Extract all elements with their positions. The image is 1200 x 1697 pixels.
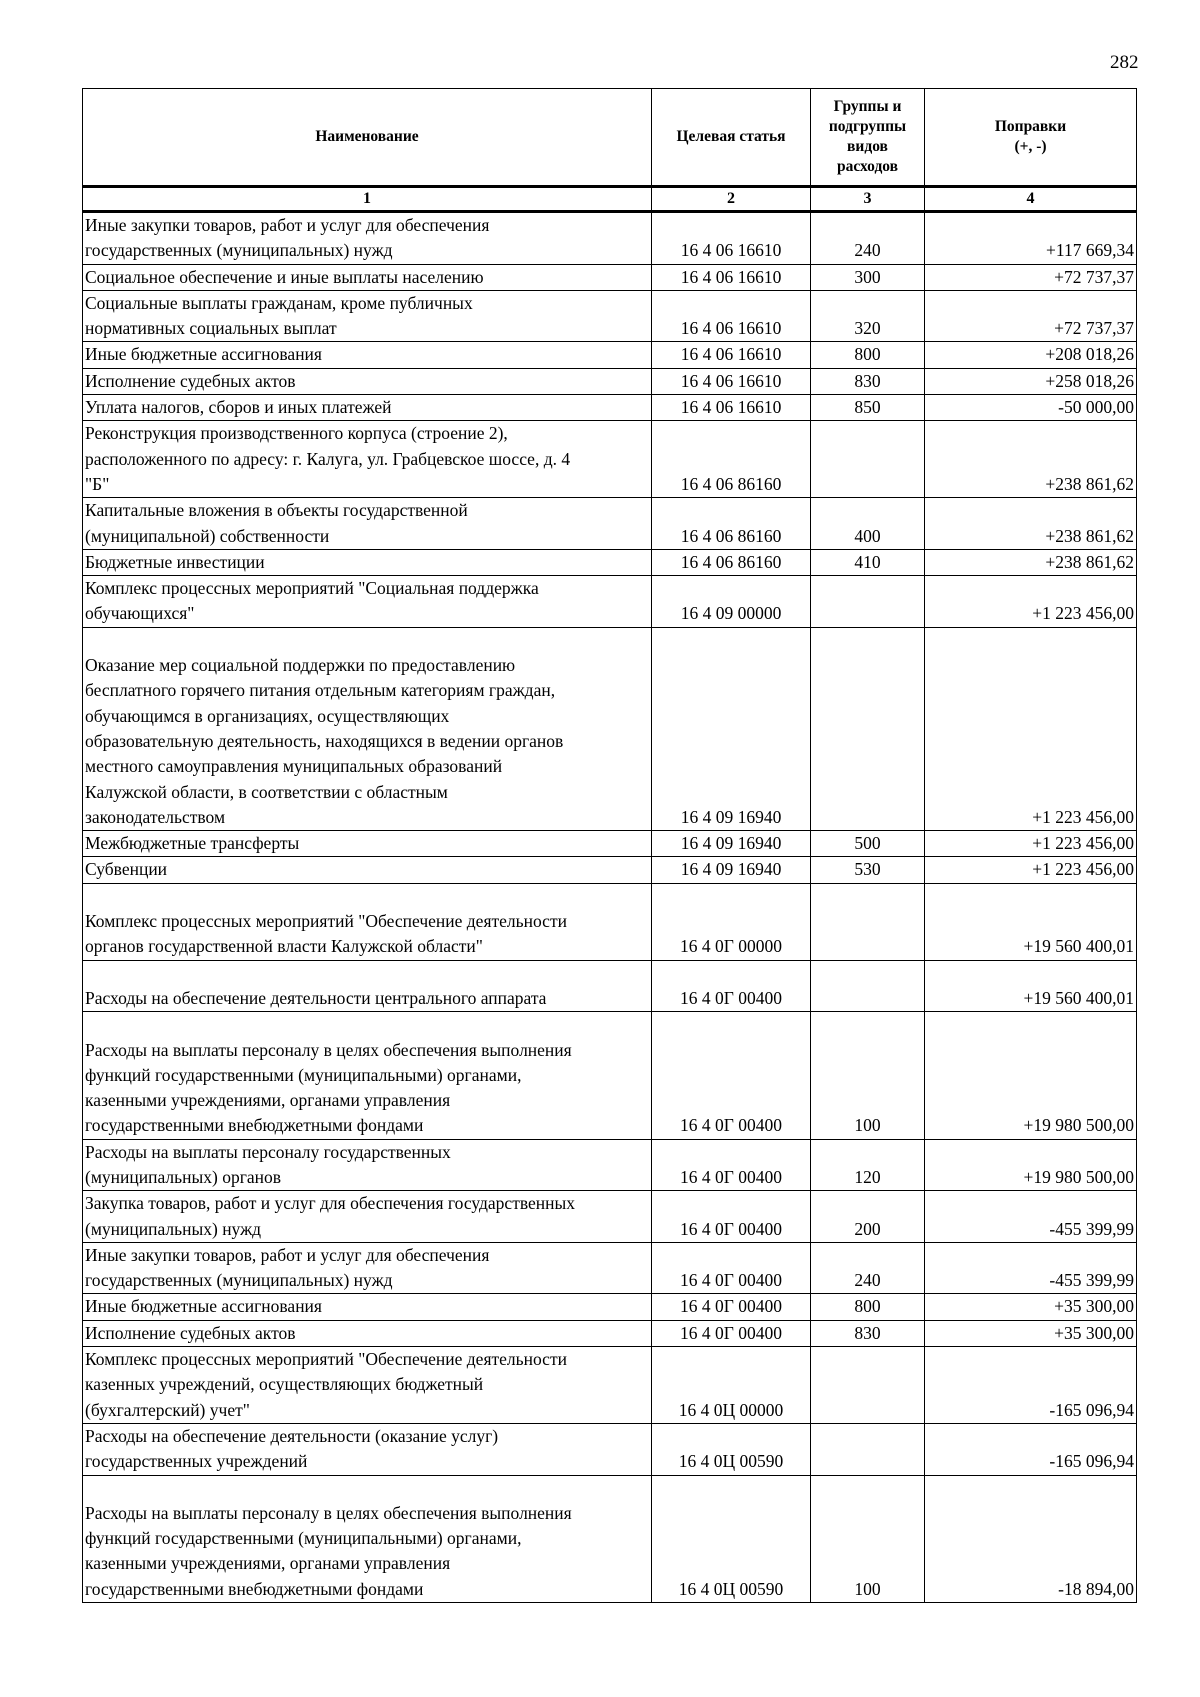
row-name bbox=[83, 576, 652, 628]
table-row bbox=[83, 1191, 1137, 1243]
row-name bbox=[83, 1294, 652, 1320]
page-number: 282 bbox=[1110, 52, 1139, 73]
row-name bbox=[83, 395, 652, 421]
row-name-line: Капитальные вложения в объекты государственной bbox=[85, 500, 468, 521]
row-target-article: 16 4 06 16610 bbox=[652, 212, 811, 265]
row-amendment-amount: +35 300,00 bbox=[925, 1320, 1137, 1346]
row-expense-group bbox=[811, 1423, 925, 1475]
row-name-line: Субвенции bbox=[85, 859, 168, 880]
row-expense-group bbox=[811, 576, 925, 628]
row-target-article: 16 4 0Г 00400 bbox=[652, 1320, 811, 1346]
row-name-line: Комплекс процессных мероприятий "Обеспечение деятельности bbox=[85, 1349, 567, 1370]
table-row bbox=[83, 883, 1137, 960]
row-name-line: функций государственными (муниципальными) органами, bbox=[85, 1528, 522, 1549]
row-name-line bbox=[85, 961, 649, 986]
row-expense-group bbox=[811, 627, 925, 830]
row-name-line: Оказание мер социальной поддержки по предоставлению bbox=[85, 655, 516, 676]
row-amendment-amount: -18 894,00 bbox=[925, 1475, 1137, 1602]
row-name-line bbox=[85, 884, 649, 909]
row-target-article: 16 4 09 16940 bbox=[652, 831, 811, 857]
row-target-article: 16 4 06 16610 bbox=[652, 395, 811, 421]
row-target-article: 16 4 0Ц 00590 bbox=[652, 1475, 811, 1602]
row-expense-group: 300 bbox=[811, 264, 925, 290]
row-target-article: 16 4 06 16610 bbox=[652, 342, 811, 368]
row-name bbox=[83, 1242, 652, 1294]
header-amendments-line: (+, -) bbox=[1014, 138, 1047, 155]
header-amendments-line: Поправки bbox=[994, 118, 1067, 135]
row-name-line: законодательством bbox=[85, 806, 226, 827]
table-body bbox=[83, 212, 1137, 1603]
row-amendment-amount: +19 980 500,00 bbox=[925, 1139, 1137, 1191]
table-row bbox=[83, 342, 1137, 368]
row-target-article: 16 4 09 00000 bbox=[652, 576, 811, 628]
row-target-article: 16 4 0Г 00400 bbox=[652, 1242, 811, 1294]
row-amendment-amount: -50 000,00 bbox=[925, 395, 1137, 421]
row-name-line: казенными учреждениями, органами управления bbox=[85, 1090, 451, 1111]
row-amendment-amount: +238 861,62 bbox=[925, 498, 1137, 550]
table-row bbox=[83, 627, 1137, 830]
row-name bbox=[83, 1191, 652, 1243]
row-expense-group: 800 bbox=[811, 342, 925, 368]
header-expense-groups bbox=[811, 89, 925, 187]
row-name bbox=[83, 960, 652, 1012]
row-name bbox=[83, 1139, 652, 1191]
row-expense-group: 120 bbox=[811, 1139, 925, 1191]
row-name bbox=[83, 1423, 652, 1475]
row-name bbox=[83, 212, 652, 265]
column-number: 4 bbox=[925, 187, 1137, 212]
table-row bbox=[83, 290, 1137, 342]
table-row bbox=[83, 831, 1137, 857]
table-row bbox=[83, 960, 1137, 1012]
row-name bbox=[83, 1347, 652, 1424]
header-target-article: Целевая статья bbox=[652, 89, 811, 187]
row-name bbox=[83, 421, 652, 498]
row-name-line: Расходы на выплаты персоналу в целях обеспечения выполнения bbox=[85, 1502, 572, 1523]
table-row bbox=[83, 498, 1137, 550]
row-name-line: Расходы на обеспечение деятельности (оказание услуг) bbox=[85, 1425, 499, 1446]
row-name-line: обучающихся" bbox=[85, 603, 195, 624]
row-name-line: Бюджетные инвестиции bbox=[85, 551, 265, 572]
row-name-line: Иные бюджетные ассигнования bbox=[85, 344, 322, 365]
row-name-line: Реконструкция производственного корпуса (строение 2), bbox=[85, 423, 508, 444]
row-name-line bbox=[85, 628, 649, 653]
row-amendment-amount: +19 560 400,01 bbox=[925, 960, 1137, 1012]
row-expense-group: 100 bbox=[811, 1475, 925, 1602]
row-expense-group bbox=[811, 1347, 925, 1424]
row-amendment-amount: -455 399,99 bbox=[925, 1191, 1137, 1243]
row-name-line: Иные бюджетные ассигнования bbox=[85, 1296, 322, 1317]
table-row bbox=[83, 549, 1137, 575]
row-name bbox=[83, 1320, 652, 1346]
row-amendment-amount: +35 300,00 bbox=[925, 1294, 1137, 1320]
row-name bbox=[83, 831, 652, 857]
table-row bbox=[83, 1139, 1137, 1191]
table-header-row bbox=[83, 89, 1137, 187]
row-amendment-amount: -165 096,94 bbox=[925, 1423, 1137, 1475]
header-expense-groups-line: расходов bbox=[836, 158, 899, 175]
row-amendment-amount: +117 669,34 bbox=[925, 212, 1137, 265]
row-name bbox=[83, 342, 652, 368]
column-number: 3 bbox=[811, 187, 925, 212]
row-target-article: 16 4 0Г 00400 bbox=[652, 960, 811, 1012]
row-name-line: государственных (муниципальных) нужд bbox=[85, 240, 393, 261]
row-name-line: "Б" bbox=[85, 473, 110, 494]
row-target-article: 16 4 06 16610 bbox=[652, 290, 811, 342]
row-expense-group: 240 bbox=[811, 1242, 925, 1294]
table-row bbox=[83, 368, 1137, 394]
row-name-line: Расходы на обеспечение деятельности центрального аппарата bbox=[85, 987, 547, 1008]
row-name-line bbox=[85, 1476, 649, 1501]
table-row bbox=[83, 421, 1137, 498]
row-expense-group: 830 bbox=[811, 368, 925, 394]
row-name bbox=[83, 857, 652, 883]
row-name-line: Иные закупки товаров, работ и услуг для обеспечения bbox=[85, 1244, 490, 1265]
row-name-line: Уплата налогов, сборов и иных платежей bbox=[85, 397, 392, 418]
row-name-line: Иные закупки товаров, работ и услуг для обеспечения bbox=[85, 215, 490, 235]
table-row bbox=[83, 1012, 1137, 1139]
table-row bbox=[83, 1475, 1137, 1602]
row-name-line: государственных (муниципальных) нужд bbox=[85, 1270, 393, 1291]
row-target-article: 16 4 06 86160 bbox=[652, 421, 811, 498]
row-name-line: органов государственной власти Калужской области" bbox=[85, 936, 483, 957]
row-name-line: Социальные выплаты гражданам, кроме публичных bbox=[85, 292, 473, 313]
row-expense-group: 200 bbox=[811, 1191, 925, 1243]
row-target-article: 16 4 0Ц 00590 bbox=[652, 1423, 811, 1475]
row-amendment-amount: -455 399,99 bbox=[925, 1242, 1137, 1294]
table-row bbox=[83, 857, 1137, 883]
row-name-line: государственными внебюджетными фондами bbox=[85, 1578, 424, 1599]
row-amendment-amount: +1 223 456,00 bbox=[925, 831, 1137, 857]
row-name-line: (муниципальных) нужд bbox=[85, 1218, 262, 1239]
row-name bbox=[83, 1475, 652, 1602]
row-target-article: 16 4 09 16940 bbox=[652, 857, 811, 883]
table-row bbox=[83, 1347, 1137, 1424]
row-name-line: Расходы на выплаты персоналу государственных bbox=[85, 1141, 451, 1162]
column-number: 1 bbox=[83, 187, 652, 212]
column-number-row bbox=[83, 187, 1137, 212]
row-amendment-amount: +19 980 500,00 bbox=[925, 1012, 1137, 1139]
row-amendment-amount: +72 737,37 bbox=[925, 264, 1137, 290]
row-name-line: Исполнение судебных актов bbox=[85, 1322, 296, 1343]
row-target-article: 16 4 06 16610 bbox=[652, 368, 811, 394]
row-expense-group bbox=[811, 421, 925, 498]
table-row bbox=[83, 395, 1137, 421]
table-row bbox=[83, 212, 1137, 265]
row-amendment-amount: +72 737,37 bbox=[925, 290, 1137, 342]
row-amendment-amount: +1 223 456,00 bbox=[925, 627, 1137, 830]
table-row bbox=[83, 1294, 1137, 1320]
header-expense-groups-line: видов bbox=[847, 138, 888, 155]
row-name bbox=[83, 368, 652, 394]
row-name-line: образовательную деятельность, находящихся в ведении органов bbox=[85, 730, 564, 751]
row-target-article: 16 4 0Г 00400 bbox=[652, 1294, 811, 1320]
row-expense-group: 240 bbox=[811, 212, 925, 265]
row-expense-group: 830 bbox=[811, 1320, 925, 1346]
row-name-line: Калужской области, в соответствии с областным bbox=[85, 781, 448, 802]
row-amendment-amount: +1 223 456,00 bbox=[925, 857, 1137, 883]
row-target-article: 16 4 06 86160 bbox=[652, 549, 811, 575]
row-name-line: нормативных социальных выплат bbox=[85, 318, 337, 339]
row-name-line: бесплатного горячего питания отдельным категориям граждан, bbox=[85, 680, 556, 701]
row-name-line: (бухгалтерский) учет" bbox=[85, 1399, 250, 1420]
row-target-article: 16 4 0Г 00400 bbox=[652, 1191, 811, 1243]
row-name-line: расположенного по адресу: г. Калуга, ул. Грабцевское шоссе, д. 4 bbox=[85, 448, 571, 469]
row-amendment-amount: +238 861,62 bbox=[925, 421, 1137, 498]
row-name-line bbox=[85, 1012, 649, 1037]
row-name-line: Комплекс процессных мероприятий "Обеспечение деятельности bbox=[85, 911, 567, 932]
row-expense-group: 410 bbox=[811, 549, 925, 575]
row-name-line: Социальное обеспечение и иные выплаты населению bbox=[85, 266, 484, 287]
row-name bbox=[83, 627, 652, 830]
row-name bbox=[83, 1012, 652, 1139]
row-target-article: 16 4 06 86160 bbox=[652, 498, 811, 550]
row-amendment-amount: +258 018,26 bbox=[925, 368, 1137, 394]
row-amendment-amount: -165 096,94 bbox=[925, 1347, 1137, 1424]
row-name-line: Исполнение судебных актов bbox=[85, 370, 296, 391]
row-expense-group: 800 bbox=[811, 1294, 925, 1320]
row-name bbox=[83, 549, 652, 575]
row-name-line: Расходы на выплаты персоналу в целях обеспечения выполнения bbox=[85, 1039, 572, 1060]
row-amendment-amount: +1 223 456,00 bbox=[925, 576, 1137, 628]
row-name-line: Комплекс процессных мероприятий "Социальная поддержка bbox=[85, 578, 539, 599]
row-name-line: обучающимся в организациях, осуществляющих bbox=[85, 705, 450, 726]
row-target-article: 16 4 06 16610 bbox=[652, 264, 811, 290]
row-expense-group: 400 bbox=[811, 498, 925, 550]
row-name-line: местного самоуправления муниципальных образований bbox=[85, 756, 503, 777]
header-expense-groups-line: подгруппы bbox=[828, 118, 907, 135]
row-amendment-amount: +208 018,26 bbox=[925, 342, 1137, 368]
row-name-line: государственных учреждений bbox=[85, 1451, 308, 1472]
row-expense-group bbox=[811, 883, 925, 960]
header-expense-groups-line: Группы и bbox=[833, 98, 902, 115]
row-name bbox=[83, 498, 652, 550]
row-target-article: 16 4 09 16940 bbox=[652, 627, 811, 830]
row-expense-group: 100 bbox=[811, 1012, 925, 1139]
row-target-article: 16 4 0Г 00400 bbox=[652, 1012, 811, 1139]
table-row bbox=[83, 576, 1137, 628]
row-name-line: казенными учреждениями, органами управления bbox=[85, 1553, 451, 1574]
row-expense-group: 530 bbox=[811, 857, 925, 883]
table-row bbox=[83, 1320, 1137, 1346]
row-expense-group: 500 bbox=[811, 831, 925, 857]
table-row bbox=[83, 264, 1137, 290]
row-name-line: государственными внебюджетными фондами bbox=[85, 1115, 424, 1136]
row-name bbox=[83, 290, 652, 342]
row-name-line: Межбюджетные трансферты bbox=[85, 833, 300, 854]
row-name-line: функций государственными (муниципальными) органами, bbox=[85, 1064, 522, 1085]
row-name-line: Закупка товаров, работ и услуг для обеспечения государственных bbox=[85, 1193, 576, 1214]
row-name-line: (муниципальной) собственности bbox=[85, 525, 330, 546]
table-row bbox=[83, 1423, 1137, 1475]
row-name bbox=[83, 264, 652, 290]
row-name bbox=[83, 883, 652, 960]
row-target-article: 16 4 0Г 00000 bbox=[652, 883, 811, 960]
row-name-line: (муниципальных) органов bbox=[85, 1166, 282, 1187]
row-name-line: казенных учреждений, осуществляющих бюджетный bbox=[85, 1374, 484, 1395]
table-row bbox=[83, 1242, 1137, 1294]
row-target-article: 16 4 0Г 00400 bbox=[652, 1139, 811, 1191]
row-amendment-amount: +238 861,62 bbox=[925, 549, 1137, 575]
column-number: 2 bbox=[652, 187, 811, 212]
row-target-article: 16 4 0Ц 00000 bbox=[652, 1347, 811, 1424]
header-amendments bbox=[925, 89, 1137, 187]
budget-amendments-table bbox=[82, 88, 1137, 1603]
row-expense-group bbox=[811, 960, 925, 1012]
header-name: Наименование bbox=[83, 89, 652, 187]
row-expense-group: 320 bbox=[811, 290, 925, 342]
row-expense-group: 850 bbox=[811, 395, 925, 421]
row-amendment-amount: +19 560 400,01 bbox=[925, 883, 1137, 960]
